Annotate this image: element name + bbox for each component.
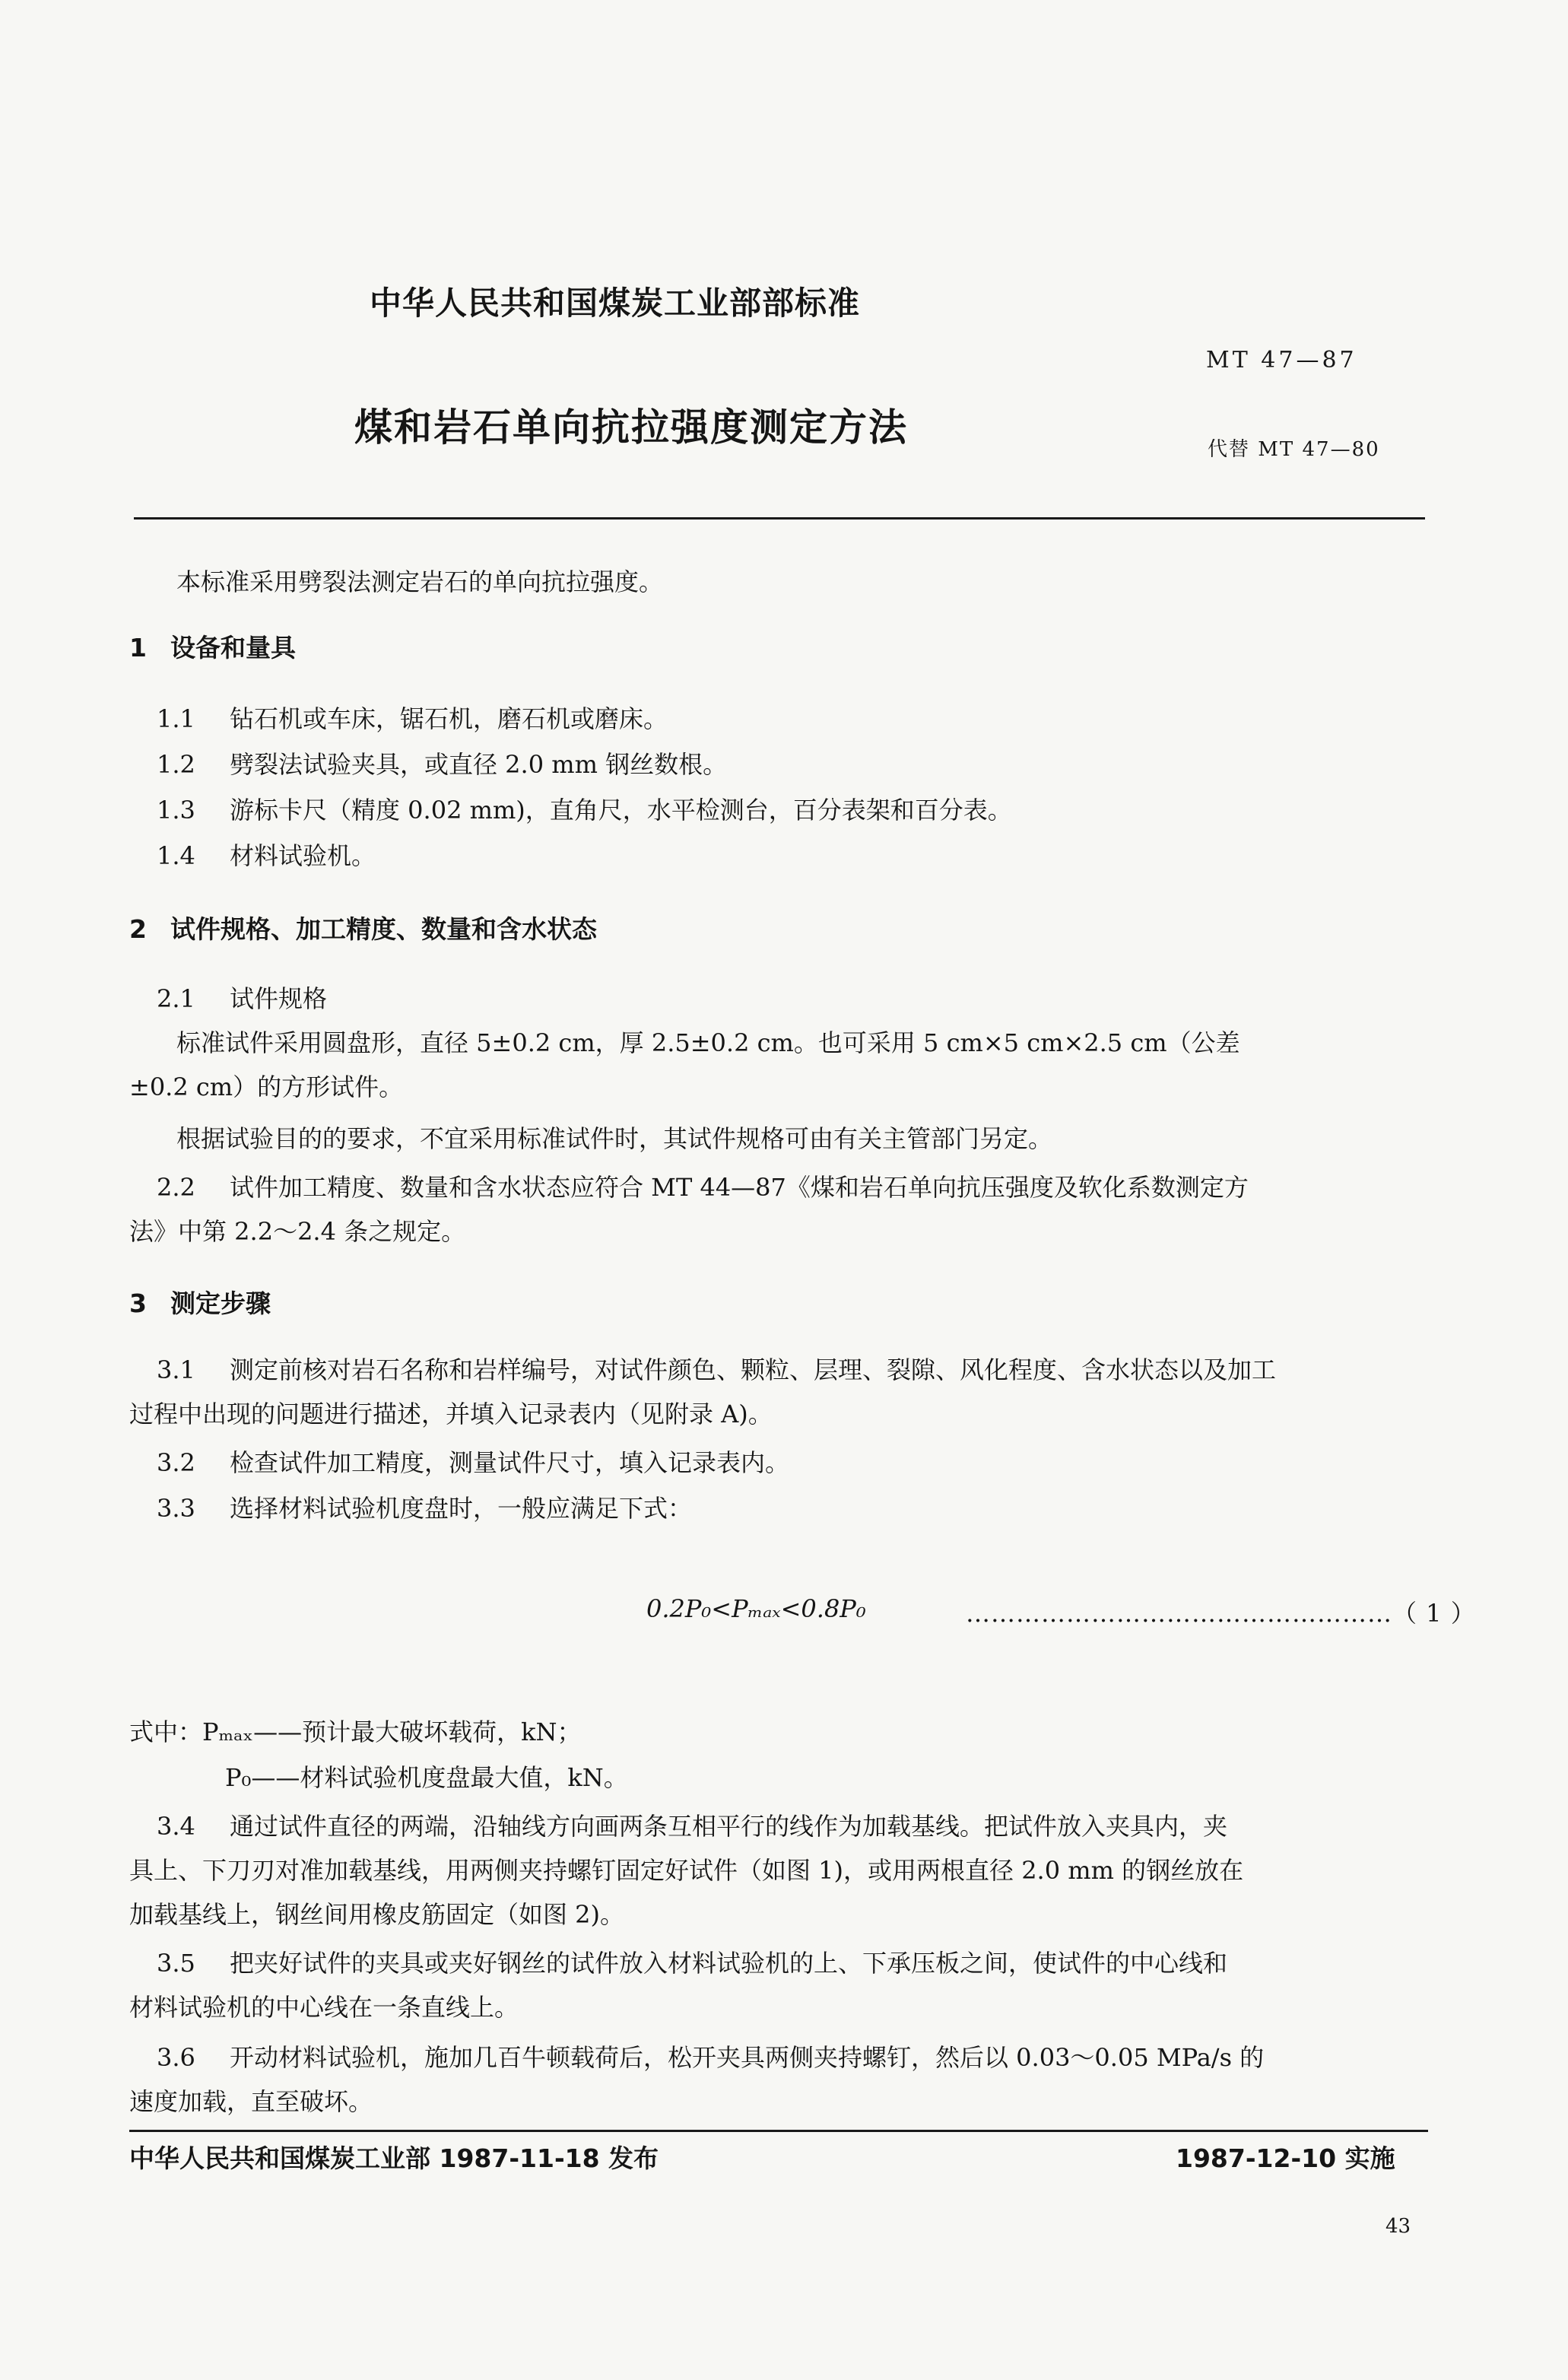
clause-3-2 — [157, 1444, 789, 1479]
paragraph-line: 过程中出现的问题进行描述，并填入记录表内（见附录 A)。 — [129, 1400, 773, 1428]
clause-number: 1.2 — [157, 750, 195, 779]
paragraph-line: 法》中第 2.2～2.4 条之规定。 — [129, 1217, 466, 1246]
section-title: 测定步骤 — [170, 1289, 271, 1318]
clause-number: 3.1 — [157, 1355, 195, 1384]
paragraph-line: 具上、下刀刃对准加载基线，用两侧夹持螺钉固定好试件（如图 1)，或用两根直径 2.0 mm 的钢丝放在 — [129, 1856, 1244, 1885]
clause-number: 1.4 — [157, 841, 195, 870]
clause-number: 3.3 — [157, 1494, 195, 1523]
clause-3-5 — [157, 1944, 1227, 1979]
clause-number: 3.2 — [157, 1448, 195, 1477]
clause-2-1 — [157, 980, 327, 1015]
list-item — [157, 791, 1012, 826]
clause-number: 3.6 — [157, 2043, 195, 2072]
section-number: 2 — [129, 914, 147, 944]
paragraph-line: 加载基线上，钢丝间用橡皮筋固定（如图 2)。 — [129, 1900, 625, 1929]
section-3-heading — [129, 1284, 271, 1320]
paragraph-line: 材料试验机的中心线在一条直线上。 — [129, 1993, 519, 2022]
clause-number: 3.5 — [157, 1949, 195, 1978]
clause-3-4 — [157, 1807, 1227, 1842]
clause-text: 劈裂法试验夹具，或直径 2.0 mm 钢丝数根。 — [230, 750, 728, 779]
clause-text: 开动材料试验机，施加几百牛顿载荷后，松开夹具两侧夹持螺钉，然后以 0.03～0.05 MPa/s 的 — [230, 2043, 1265, 2072]
intro-paragraph: 本标准采用劈裂法测定岩石的单向抗拉强度。 — [176, 567, 664, 596]
paragraph-line: 速度加载，直至破坏。 — [129, 2087, 373, 2116]
clause-3-3 — [157, 1489, 692, 1524]
clause-number: 3.4 — [157, 1812, 195, 1841]
replaces-note: 代替 MT 47—80 — [1208, 438, 1380, 461]
footer-rule — [129, 2130, 1428, 2132]
paragraph-line: 标准试件采用圆盘形，直径 5±0.2 cm，厚 2.5±0.2 cm。也可采用 5 cm×5 cm×2.5 cm（公差 — [176, 1028, 1240, 1057]
clause-number: 1.1 — [157, 704, 195, 733]
page-number: 43 — [1385, 2215, 1411, 2238]
document-title: 煤和岩石单向抗拉强度测定方法 — [354, 405, 908, 450]
clause-text: 试件加工精度、数量和含水状态应符合 MT 44—87《煤和岩石单向抗压强度及软化系数测定方 — [230, 1173, 1249, 1202]
clause-number: 1.3 — [157, 796, 195, 825]
clause-3-1 — [157, 1351, 1276, 1386]
standard-org-title: 中华人民共和国煤炭工业部部标准 — [370, 284, 861, 322]
section-number: 1 — [129, 633, 147, 663]
formula-where-2: P₀——材料试验机度盘最大值，kN。 — [225, 1763, 628, 1792]
paragraph-line: 根据试验目的的要求，不宜采用标准试件时，其试件规格可由有关主管部门另定。 — [176, 1124, 1053, 1153]
clause-3-6 — [157, 2038, 1264, 2073]
section-title: 设备和量具 — [170, 633, 296, 663]
clause-text: 材料试验机。 — [230, 841, 376, 870]
issuer-line: 中华人民共和国煤炭工业部 1987-11-18 发布 — [129, 2143, 659, 2173]
clause-number: 2.1 — [157, 984, 195, 1013]
section-number: 3 — [129, 1289, 147, 1318]
paragraph-line: ±0.2 cm）的方形试件。 — [129, 1072, 404, 1101]
clause-number: 2.2 — [157, 1173, 195, 1202]
section-title: 试件规格、加工精度、数量和含水状态 — [170, 914, 597, 944]
clause-text: 钻石机或车床，锯石机，磨石机或磨床。 — [230, 704, 668, 733]
formula: 0.2P₀<Pₘₐₓ<0.8P₀ — [646, 1594, 866, 1623]
standard-code: MT 47—87 — [1206, 347, 1357, 373]
effective-date: 1987-12-10 实施 — [1176, 2143, 1395, 2173]
clause-text: 游标卡尺（精度 0.02 mm)，直角尺，水平检测台，百分表架和百分表。 — [230, 796, 1012, 825]
list-item — [157, 837, 376, 872]
clause-text: 选择材料试验机度盘时，一般应满足下式： — [230, 1494, 693, 1523]
list-item — [157, 700, 668, 735]
section-1-heading — [129, 628, 296, 664]
clause-text: 测定前核对岩石名称和岩样编号，对试件颜色、颗粒、层理、裂隙、风化程度、含水状态以及加工 — [230, 1355, 1277, 1384]
formula-number: ……………………………………………（ 1 ） — [966, 1599, 1476, 1628]
formula-where-1: 式中：Pₘₐₓ——预计最大破坏载荷，kN； — [129, 1717, 582, 1746]
clause-text: 通过试件直径的两端，沿轴线方向画两条互相平行的线作为加载基线。把试件放入夹具内，夹 — [230, 1812, 1228, 1841]
clause-text: 试件规格 — [230, 984, 328, 1013]
clause-text: 检查试件加工精度，测量试件尺寸，填入记录表内。 — [230, 1448, 790, 1477]
clause-2-2 — [157, 1168, 1249, 1203]
clause-text: 把夹好试件的夹具或夹好钢丝的试件放入材料试验机的上、下承压板之间，使试件的中心线和 — [230, 1949, 1228, 1978]
header-rule — [134, 517, 1425, 520]
section-2-heading — [129, 910, 597, 945]
list-item — [157, 745, 727, 780]
